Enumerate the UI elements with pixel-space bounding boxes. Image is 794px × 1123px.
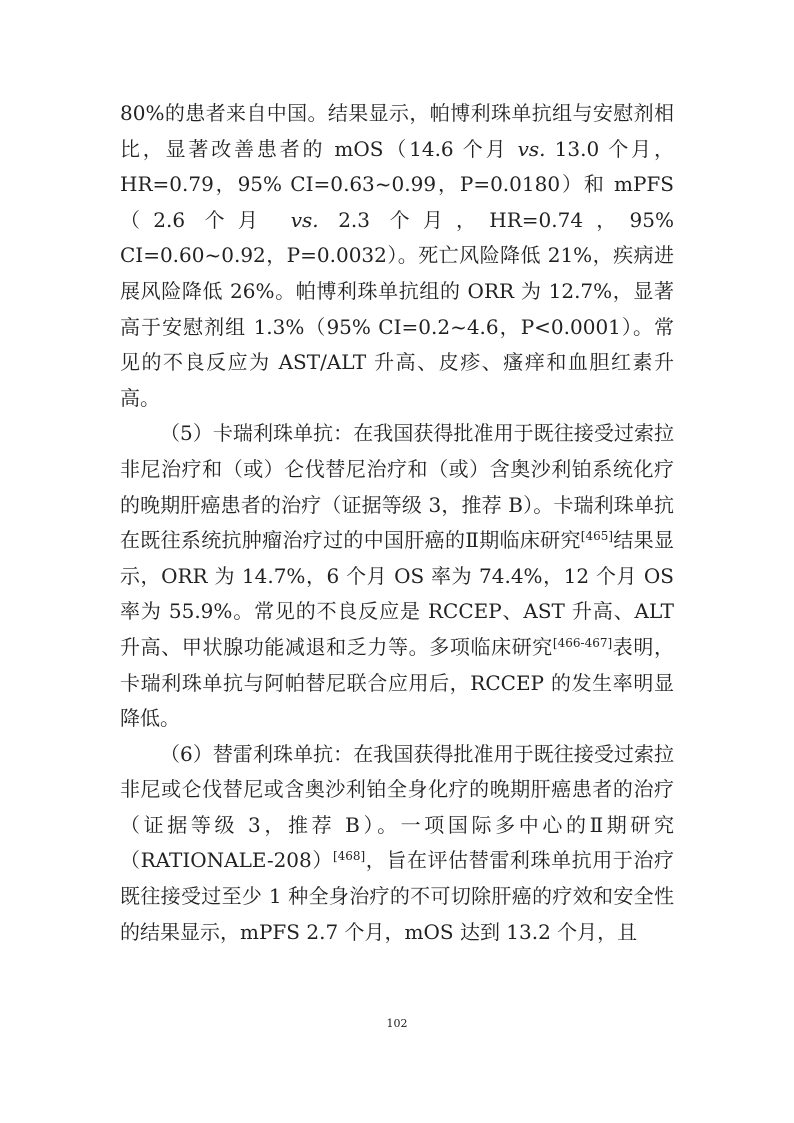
citation-reference: [465]	[580, 529, 614, 544]
italic-text: vs.	[517, 136, 546, 161]
citation-reference: [468]	[332, 849, 366, 864]
text-run: 13.0 个月，HR=0.79，95% CI=0.63~0.99，P=0.0180）和 mPFS（2.6 个月	[120, 136, 674, 232]
text-run: 结果显示，ORR 为 14.7%，6 个月 OS 率为 74.4%，12 个月 OS 率为 55.9%。常见的不良反应是 RCCEP、AST 升高、ALT 升高、甲状腺功能减退和乏力等。多项临床研究	[120, 528, 674, 659]
text-run: （5）卡瑞利珠单抗：在我国获得批准用于既往接受过索拉非尼治疗和（或）仑伐替尼治疗和（或）含奥沙利铂系统化疗的晚期肝癌患者的治疗（证据等级 3，推荐 B）。卡瑞利珠单抗在既往系统抗肿瘤治疗过的中国肝癌的Ⅱ期临床研究	[120, 421, 674, 553]
citation-reference: [466-467]	[552, 635, 613, 650]
text-run: 表明，卡瑞利珠单抗与阿帕替尼联合应用后，RCCEP 的发生率明显降低。	[120, 634, 675, 731]
paragraph	[120, 737, 674, 951]
italic-text: vs.	[290, 207, 319, 232]
text-run: 2.3 个月，HR=0.74，95% CI=0.60~0.92，P=0.0032）。死亡风险降低 21%，疾病进展风险降低 26%。帕博利珠单抗组的 ORR 为 12.7%，显著高于安慰剂组 1.3%（95% CI=0.2~4.6，P<0.0001）。常见的不良反应为 AST/ALT 升高、皮疹、瘙痒和血胆红素升高。	[120, 207, 674, 410]
text-run: ，旨在评估替雷利珠单抗用于治疗既往接受过至少 1 种全身治疗的不可切除肝癌的疗效和安全性的结果显示，mPFS 2.7 个月，mOS 达到 13.2 个月，且	[120, 848, 675, 944]
paragraph	[120, 416, 674, 736]
paragraph	[120, 96, 674, 416]
page-number: 102	[386, 1017, 408, 1030]
text-run: （6）替雷利珠单抗：在我国获得批准用于既往接受过索拉非尼或仑伐替尼或含奥沙利铂全身化疗的晚期肝癌患者的治疗（证据等级 3，推荐 B）。一项国际多中心的Ⅱ期研究（RATIONALE-208）	[120, 741, 674, 873]
body-text	[120, 96, 674, 950]
text-run: 80%的患者来自中国。结果显示，帕博利珠单抗组与安慰剂相比，显著改善患者的 mOS（14.6 个月	[120, 101, 674, 161]
